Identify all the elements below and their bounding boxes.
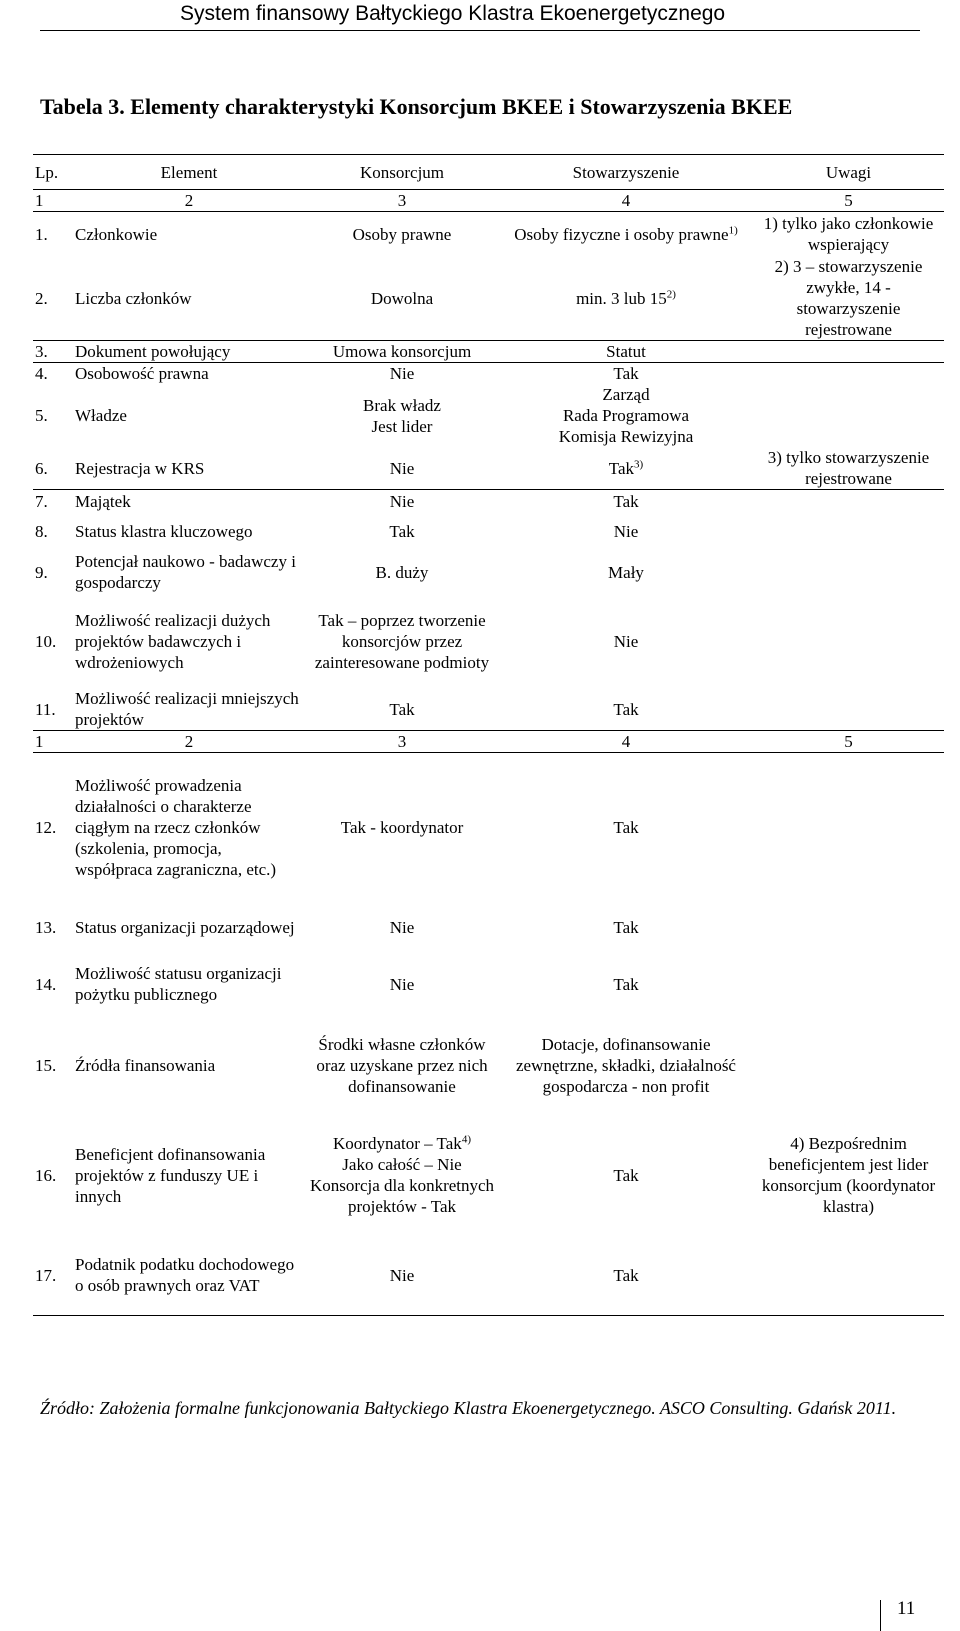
table-row [33, 512, 944, 550]
cell-text: Koordynator – Tak [333, 1134, 462, 1153]
table-row [33, 212, 944, 257]
header-uwagi: Uwagi [825, 162, 872, 182]
column-number: 2 [184, 191, 194, 210]
row-konsorcjum: Brak władz Jest lider [363, 395, 441, 436]
footnote-mark: 3) [634, 457, 644, 470]
row-lp: 12. [35, 817, 57, 837]
header-lp: Lp. [35, 162, 59, 182]
row-element: Osobowość prawna [75, 364, 209, 383]
row-stowarzyszenie: Nie [613, 631, 639, 651]
table-caption: Tabela 3. Elementy charakterystyki Konsorcjum BKEE i Stowarzyszenia BKEE [40, 94, 793, 119]
row-konsorcjum: Umowa konsorcjum [332, 342, 472, 361]
row-lp: 15. [35, 1055, 57, 1075]
row-element: Członkowie [75, 224, 158, 244]
table-row [33, 490, 944, 513]
row-uwagi [753, 1235, 944, 1316]
table-row [33, 753, 944, 902]
row-uwagi: 1) tylko jako członkowie wspierający [763, 214, 934, 254]
row-konsorcjum: Tak [389, 699, 415, 719]
source-note [40, 1396, 925, 1420]
table-row [33, 901, 944, 953]
row-lp: 9. [35, 562, 48, 582]
row-element: Możliwość prowadzenia działalności o charakterze ciągłym na rzecz członków (szkolenia, promocja, współpraca zagraniczna, etc.) [75, 775, 277, 879]
table-row [33, 594, 944, 688]
header-title: System finansowy Bałtyckiego Klastra Ekoenergetycznego [180, 2, 726, 25]
source-text: Źródło: Założenia formalne funkcjonowania Bałtyckiego Klastra Ekoenergetycznego. ASCO Consulting. Gdańsk 2011. [40, 1398, 897, 1418]
row-lp: 7. [35, 491, 48, 511]
row-uwagi [753, 363, 944, 385]
row-element: Możliwość realizacji mniejszych projektów [75, 689, 299, 729]
row-uwagi [753, 688, 944, 731]
row-uwagi: 4) Bezpośrednim beneficjentem jest lider konsorcjum (koordynator klastra) [761, 1134, 936, 1216]
column-number: 5 [844, 191, 853, 210]
row-lp: 17. [35, 1265, 57, 1285]
cell-text: Osoby fizyczne i osoby prawne [514, 224, 729, 244]
row-konsorcjum: B. duży [375, 562, 429, 582]
column-number-row [33, 731, 944, 753]
table-row [33, 1015, 944, 1115]
row-konsorcjum: Tak - koordynator [340, 817, 464, 837]
row-konsorcjum: Nie [389, 364, 415, 383]
row-element: Majątek [75, 491, 131, 511]
row-stowarzyszenie: Dotacje, dofinansowanie zewnętrzne, składki, działalność gospodarcza - non profit [516, 1034, 736, 1096]
row-stowarzyszenie: Tak [613, 699, 639, 719]
row-uwagi [753, 341, 944, 363]
row-konsorcjum: Nie [389, 917, 415, 937]
row-konsorcjum: Dowolna [370, 288, 434, 308]
column-number: 3 [397, 732, 407, 751]
row-element: Beneficjent dofinansowania projektów z funduszy UE i innych [75, 1144, 266, 1206]
row-konsorcjum: Nie [389, 458, 415, 478]
row-stowarzyszenie: Tak [613, 917, 639, 937]
row-uwagi [753, 953, 944, 1015]
table-row [33, 550, 944, 594]
footnote-mark: 1) [728, 223, 738, 236]
row-lp: 3. [35, 342, 48, 361]
row-konsorcjum: Nie [389, 974, 415, 994]
row-stowarzyszenie [499, 256, 753, 341]
table-header-row [33, 155, 944, 190]
row-konsorcjum: Osoby prawne [352, 224, 452, 244]
column-number: 1 [35, 191, 44, 210]
row-element: Liczba członków [75, 288, 192, 308]
row-lp: 8. [35, 521, 48, 541]
row-konsorcjum: Tak – poprzez tworzenie konsorcjów przez zainteresowane podmioty [314, 610, 490, 672]
row-lp: 11. [35, 699, 56, 719]
column-number-row [33, 190, 944, 212]
characteristics-table [33, 154, 944, 1316]
row-lp: 16. [35, 1165, 57, 1185]
table-row [33, 447, 944, 490]
row-uwagi [753, 753, 944, 902]
row-element: Status klastra kluczowego [75, 521, 253, 541]
header-element: Element [160, 162, 218, 182]
cell-text: min. 3 lub 15 [576, 288, 667, 308]
row-lp: 10. [35, 631, 57, 651]
row-lp: 6. [35, 458, 48, 478]
table-row [33, 953, 944, 1015]
page-header [0, 0, 960, 38]
row-stowarzyszenie: Tak [613, 491, 639, 511]
row-uwagi [753, 384, 944, 447]
row-konsorcjum: Tak [389, 521, 415, 541]
column-number: 5 [844, 732, 853, 751]
row-konsorcjum: Nie [389, 1265, 415, 1285]
row-element: Możliwość statusu organizacji pożytku publicznego [75, 964, 282, 1004]
row-uwagi [753, 594, 944, 688]
table-row [33, 341, 944, 363]
table-row [33, 363, 944, 385]
footnote-mark: 4) [461, 1133, 471, 1146]
row-element: Status organizacji pozarządowej [75, 917, 295, 937]
table-row [33, 1235, 944, 1316]
row-element: Źródła finansowania [75, 1055, 216, 1075]
column-number: 4 [621, 191, 631, 210]
row-uwagi [753, 490, 944, 513]
table-row [33, 384, 944, 447]
row-lp: 2. [35, 288, 48, 308]
row-stowarzyszenie [499, 212, 753, 257]
page-number-rule [880, 1600, 881, 1631]
table-row [33, 688, 944, 731]
row-lp: 14. [35, 974, 57, 994]
row-element: Podatnik podatku dochodowego o osób prawnych oraz VAT [75, 1255, 295, 1295]
row-uwagi [753, 901, 944, 953]
row-stowarzyszenie [499, 447, 753, 490]
row-uwagi: 3) tylko stowarzyszenie rejestrowane [767, 448, 930, 488]
row-uwagi [753, 512, 944, 550]
cell-text: Jako całość – Nie Konsorcja dla konkretnych projektów - Tak [309, 1155, 495, 1216]
row-lp: 5. [35, 406, 48, 425]
column-number: 4 [621, 732, 631, 751]
table-row [33, 1115, 944, 1235]
row-uwagi [753, 1015, 944, 1115]
row-uwagi: 2) 3 – stowarzyszenie zwykłe, 14 - stowarzyszenie rejestrowane [774, 257, 923, 339]
row-lp: 13. [35, 917, 57, 937]
footnote-mark: 2) [666, 287, 676, 300]
row-stowarzyszenie: Tak [613, 1165, 639, 1185]
column-number: 1 [35, 732, 44, 751]
row-element: Potencjał naukowo - badawczy i gospodarczy [75, 552, 296, 592]
column-number: 3 [397, 191, 407, 210]
row-stowarzyszenie: Mały [608, 562, 644, 582]
cell-text: Tak [608, 458, 635, 478]
page-number: 11 [897, 1598, 916, 1619]
row-element: Dokument powołujący [75, 342, 231, 361]
header-rule [40, 30, 920, 31]
table-row [33, 256, 944, 341]
row-element: Rejestracja w KRS [75, 458, 205, 478]
row-element: Władze [75, 406, 127, 425]
row-element: Możliwość realizacji dużych projektów badawczych i wdrożeniowych [75, 610, 271, 672]
row-stowarzyszenie: Zarząd Rada Programowa Komisja Rewizyjna [558, 385, 694, 446]
row-stowarzyszenie: Nie [613, 521, 639, 541]
row-uwagi [753, 550, 944, 594]
row-lp: 1. [35, 224, 48, 244]
header-stowarzyszenie: Stowarzyszenie [572, 162, 680, 182]
row-lp: 4. [35, 364, 48, 383]
row-stowarzyszenie: Tak [613, 974, 639, 994]
header-konsorcjum: Konsorcjum [359, 162, 445, 182]
row-stowarzyszenie: Statut [606, 342, 646, 361]
row-stowarzyszenie: Tak [613, 1265, 639, 1285]
row-konsorcjum [305, 1115, 499, 1235]
column-number: 2 [184, 732, 194, 751]
row-konsorcjum: Nie [389, 491, 415, 511]
row-konsorcjum: Środki własne członków oraz uzyskane przez nich dofinansowanie [316, 1034, 488, 1096]
row-stowarzyszenie: Tak [613, 817, 639, 837]
row-stowarzyszenie: Tak [613, 364, 639, 383]
